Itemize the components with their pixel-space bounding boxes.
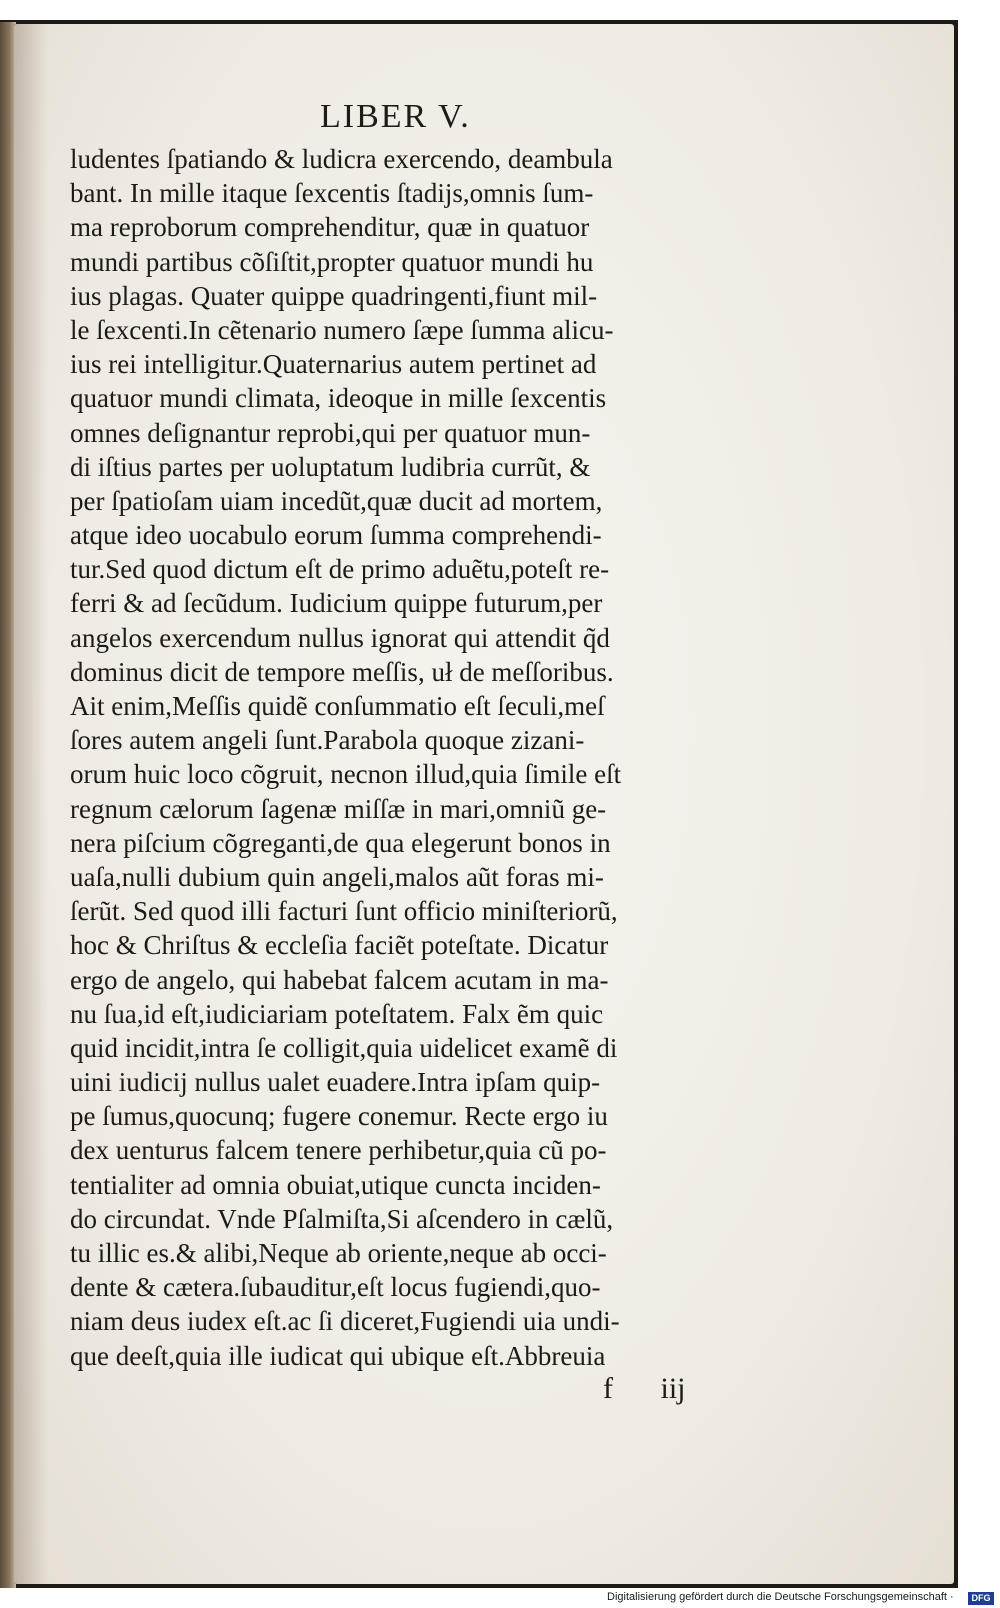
text-line: nu ſua,id eſt,iudiciariam poteſtatem. Falx ẽm quic (70, 998, 604, 1029)
text-line: quid incidit,intra ſe colligit,quia uidelicet examẽ di (70, 1032, 618, 1063)
text-line: nera piſcium cõgreganti,de qua elegerunt bonos in (70, 827, 611, 858)
running-header: LIBER V. (320, 98, 471, 135)
text-line: do circundat. Vnde Pſalmiſta,Si aſcendero in cælũ, (70, 1203, 614, 1234)
text-line: dex uenturus falcem tenere perhibetur,quia cũ po- (70, 1135, 607, 1166)
text-line: ius plagas. Quater quippe quadringenti,fiunt mil- (70, 280, 598, 311)
dfg-logo: DFG (968, 1592, 994, 1605)
text-line: uaſa,nulli dubium quin angeli,malos aũt foras mi- (70, 861, 604, 892)
text-line: per ſpatioſam uiam incedũt,quæ ducit ad mortem, (70, 485, 603, 516)
spine-shadow (14, 24, 48, 1584)
text-line: ſores autem angeli ſunt.Parabola quoque zizani- (70, 725, 585, 756)
text-line: tur.Sed quod dictum eſt de primo aduẽtu,poteſt re- (70, 554, 610, 585)
page-body-text (70, 142, 810, 1373)
text-line: angelos exercendum nullus ignorat qui attendit q̃d (70, 622, 610, 653)
text-line: ius rei intelligitur.Quaternarius autem pertinet ad (70, 349, 597, 380)
text-line: atque ideo uocabulo eorum ſumma comprehendi- (70, 520, 602, 551)
text-line: bant. In mille itaque ſexcentis ſtadijs,omnis ſum- (70, 178, 594, 209)
text-line: pe ſumus,quocunq; fugere conemur. Recte ergo iu (70, 1101, 608, 1132)
text-line: dente & cætera.ſubauditur,eſt locus fugiendi,quo- (70, 1272, 601, 1303)
text-line: orum huic loco cõgruit, necnon illud,quia ſimile eſt (70, 759, 622, 790)
text-line: le ſexcenti.In cẽtenario numero ſæpe ſumma alicu- (70, 314, 614, 345)
text-line: ferri & ad ſecũdum. Iudicium quippe futurum,per (70, 588, 603, 619)
text-line: ſerũt. Sed quod illi facturi ſunt officio miniſteriorũ, (70, 896, 618, 927)
text-line: que deeſt,quia ille iudicat qui ubique eſt.Abbreuia (70, 1340, 606, 1371)
signature-mark: f iij (603, 1372, 686, 1405)
text-line: hoc & Chriſtus & eccleſia faciẽt poteſtate. Dicatur (70, 930, 609, 961)
text-line: regnum cælorum ſagenæ miſſæ in mari,omniũ ge- (70, 793, 607, 824)
text-line: ergo de angelo, qui habebat falcem acutam in ma- (70, 964, 609, 995)
text-line: mundi partibus cõſiſtit,propter quatuor mundi hu (70, 246, 594, 277)
text-line: ma reproborum comprehenditur, quæ in quatuor (70, 212, 590, 243)
text-line: niam deus iudex eſt.ac ſi diceret,Fugiendi uia undi- (70, 1306, 620, 1337)
text-line: ludentes ſpatiando & ludicra exercendo, deambula (70, 144, 613, 174)
text-line: tentialiter ad omnia obuiat,utique cuncta inciden- (70, 1169, 601, 1200)
text-line: tu illic es.& alibi,Neque ab oriente,neque ab occi- (70, 1238, 607, 1268)
text-line: uini iudicij nullus ualet euadere.Intra ipſam quip- (70, 1067, 601, 1098)
footer-credit: Digitalisierung gefördert durch die Deutsche Forschungsgemeinschaft · (607, 1591, 954, 1603)
text-line: Ait enim,Meſſis quidẽ conſummatio eſt ſeculi,meſ (70, 691, 605, 721)
text-line: dominus dicit de tempore meſſis, uł de meſſoribus. (70, 656, 614, 687)
text-line: di iſtius partes per uoluptatum ludibria currũt, & (70, 451, 591, 482)
text-line: quatuor mundi climata, ideoque in mille ſexcentis (70, 383, 607, 414)
text-line: omnes deſignantur reprobi,qui per quatuor mun- (70, 417, 591, 448)
